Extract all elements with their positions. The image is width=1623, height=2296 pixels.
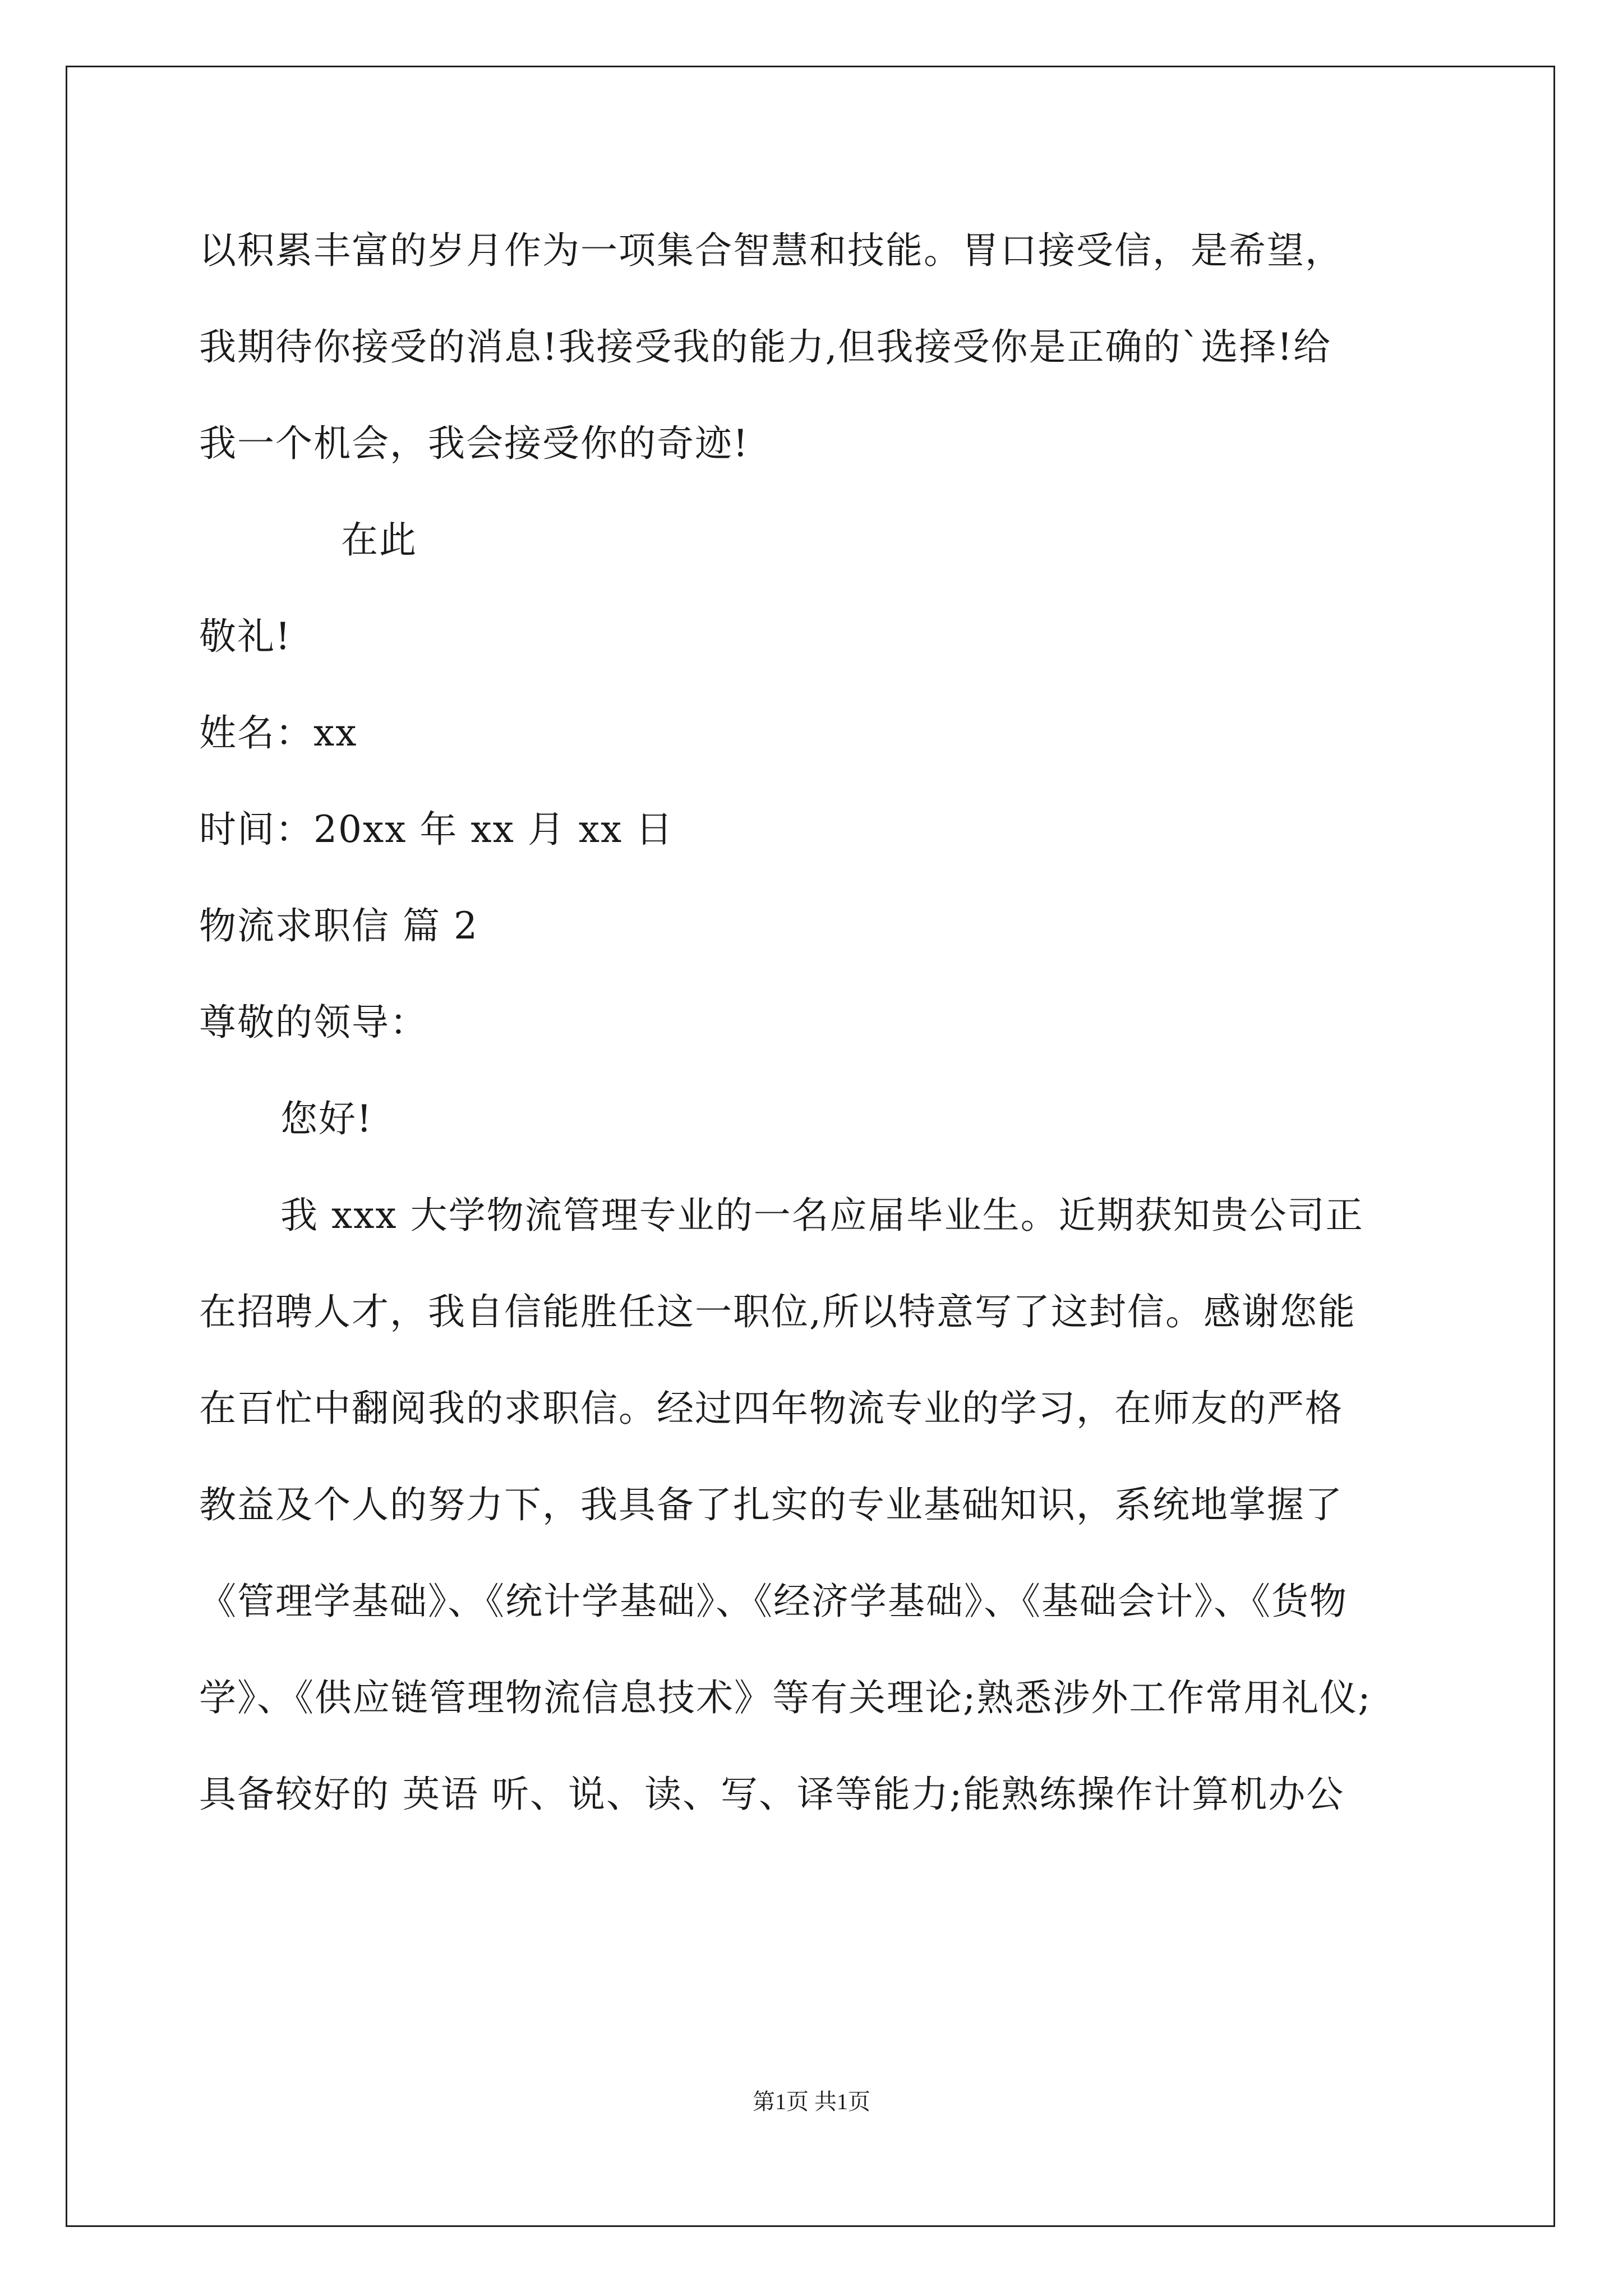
paragraph-line: 我期待你接受的消息!我接受我的能力,但我接受你是正确的`选择!给 [199,325,1332,369]
date-line: 时间：20xx 年 xx 月 xx 日 [199,808,674,851]
page-border [66,66,1555,2227]
paragraph-line: 在招聘人才，我自信能胜任这一职位,所以特意写了这封信。感谢您能 [199,1290,1356,1333]
paragraph-line: 《管理学基础》、《统计学基础》、《经济学基础》、《基础会计》、《货物 [199,1580,1348,1623]
paragraph-line: 以积累丰富的岁月作为一项集合智慧和技能。胃口接受信，是希望， [199,229,1343,272]
paragraph-line: 具备较好的 英语 听、说、读、写、译等能力;能熟练操作计算机办公 [199,1773,1345,1816]
paragraph-line: 在百忙中翻阅我的求职信。经过四年物流专业的学习，在师友的严格 [199,1387,1343,1430]
salutation-close: 敬礼! [199,615,292,658]
paragraph-line: 教益及个人的努力下，我具备了扎实的专业基础知识，系统地掌握了 [199,1483,1343,1526]
closing-phrase: 在此 [341,518,417,562]
greeting: 尊敬的领导： [199,1001,428,1044]
page-footer: 第1页 共1页 [753,2089,870,2114]
paragraph-line: 我一个机会，我会接受你的奇迹! [199,422,749,465]
paragraph-line: 学》、《供应链管理物流信息技术》等有关理论;熟悉涉外工作常用礼仪; [199,1676,1372,1719]
name-line: 姓名：xx [199,711,358,754]
paragraph-line: 我 xxx 大学物流管理专业的一名应届毕业生。近期获知贵公司正 [280,1194,1364,1237]
greeting-line: 您好! [280,1097,373,1140]
section-heading: 物流求职信 篇 2 [199,904,478,947]
